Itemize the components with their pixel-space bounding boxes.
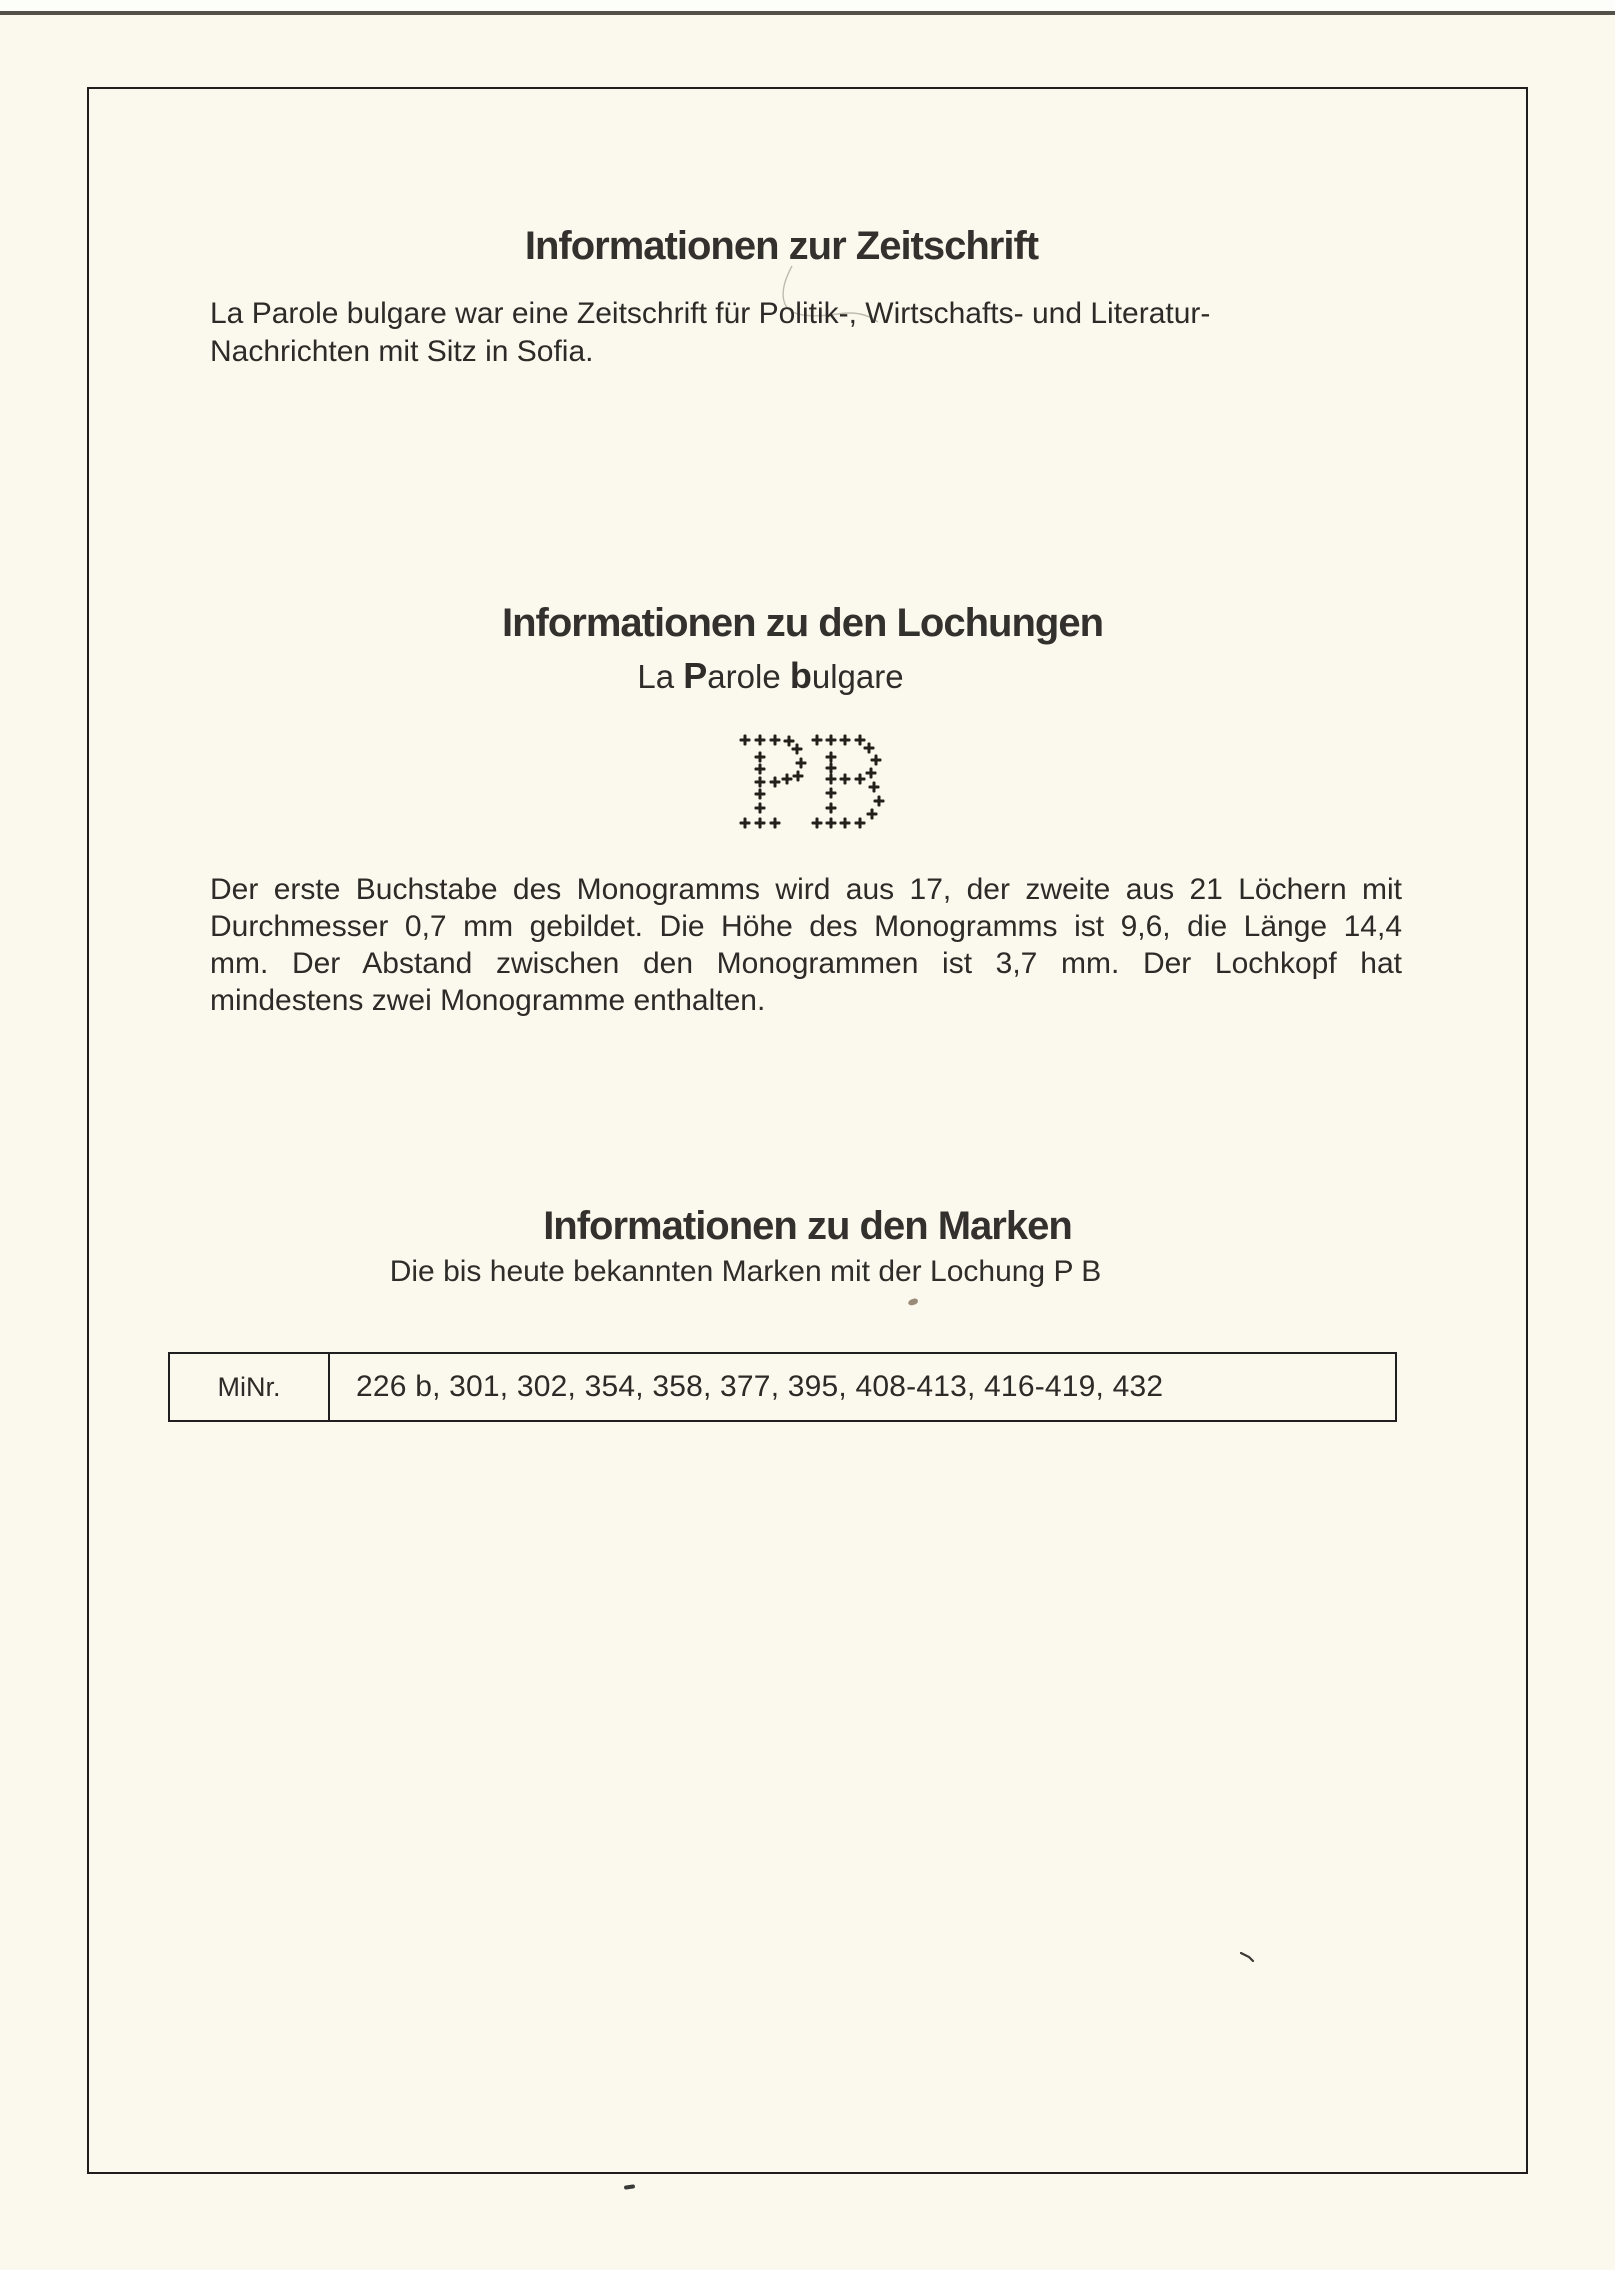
subtitle-text: La — [637, 658, 684, 695]
paragraph-monogramm — [210, 871, 1402, 1019]
page-border-frame — [87, 87, 1528, 2174]
perfin-hole — [840, 774, 851, 785]
minr-table — [168, 1352, 1397, 1422]
perfin-hole — [755, 777, 766, 788]
paragraph-line: Nachrichten mit Sitz in Sofia. — [210, 335, 594, 368]
perfin-hole — [740, 818, 751, 829]
perfin-hole — [755, 752, 766, 763]
perfin-hole — [770, 777, 781, 788]
heading-zeitschrift: Informationen zur Zeitschrift — [524, 224, 1039, 268]
paragraph-line: La Parole bulgare war eine Zeitschrift für Politik-, Wirtschafts- und Literatur- — [210, 297, 1211, 330]
perfin-hole — [867, 809, 878, 820]
perfin-hole — [812, 818, 823, 829]
perfin-hole — [840, 818, 851, 829]
perfin-hole — [826, 752, 837, 763]
perfin-hole — [796, 758, 807, 769]
perfin-hole — [740, 735, 751, 746]
perfin-monogram-pb — [735, 730, 900, 840]
subtitle-la-parole-bulgare — [50, 655, 1491, 696]
minr-label-cell: MiNr. — [170, 1354, 330, 1420]
perfin-hole — [871, 755, 882, 766]
subtitle-marken: Die bis heute bekannten Marken mit der Lochung P B — [389, 1255, 1102, 1288]
paragraph-zeitschrift — [210, 295, 1410, 371]
perfin-hole — [782, 774, 793, 785]
perfin-hole — [755, 764, 766, 775]
perfin-hole — [826, 735, 837, 746]
perfin-hole — [864, 743, 875, 754]
perfin-hole — [770, 735, 781, 746]
perfin-hole — [826, 763, 837, 774]
perfin-hole — [866, 768, 877, 779]
paragraph-line: Der erste Buchstabe des Monogramms wird aus 17, der zweite aus 21 Löchern mit — [210, 873, 1402, 906]
scan-edge-line — [0, 11, 1615, 15]
perfin-hole — [755, 803, 766, 814]
perfin-hole — [826, 803, 837, 814]
subtitle-bold-initial-b: b — [789, 655, 812, 696]
perfin-hole — [770, 818, 781, 829]
paragraph-line: mm. Der Abstand zwischen den Monogrammen ist 3,7 mm. Der Lochkopf hat — [210, 947, 1402, 980]
perfin-hole — [874, 796, 885, 807]
subtitle-text: arole — [707, 658, 790, 695]
subtitle-text: ulgare — [811, 658, 904, 695]
subtitle-bold-initial-p: P — [683, 655, 708, 696]
perfin-hole — [792, 744, 803, 755]
perfin-hole — [840, 735, 851, 746]
perfin-hole — [793, 771, 804, 782]
perfin-hole — [869, 782, 880, 793]
perfin-hole — [812, 735, 823, 746]
scan-dash-artifact — [624, 2184, 635, 2189]
perfin-hole — [855, 774, 866, 785]
paragraph-line: Durchmesser 0,7 mm gebildet. Die Höhe des Monogramms ist 9,6, die Länge 14,4 — [210, 910, 1402, 943]
perfin-hole — [826, 788, 837, 799]
perfin-hole — [755, 818, 766, 829]
perfin-hole — [826, 818, 837, 829]
paragraph-line: mindestens zwei Monogramme enthalten. — [210, 984, 766, 1017]
heading-lochungen: Informationen zu den Lochungen — [501, 601, 1104, 645]
perfin-hole — [826, 774, 837, 785]
scan-top-margin — [0, 0, 1615, 11]
minr-value-cell: 226 b, 301, 302, 354, 358, 377, 395, 408-413, 416-419, 432 — [356, 1370, 1164, 1403]
perfin-hole — [755, 789, 766, 800]
perfin-hole — [855, 818, 866, 829]
heading-marken: Informationen zu den Marken — [543, 1204, 1072, 1248]
perfin-hole — [755, 735, 766, 746]
